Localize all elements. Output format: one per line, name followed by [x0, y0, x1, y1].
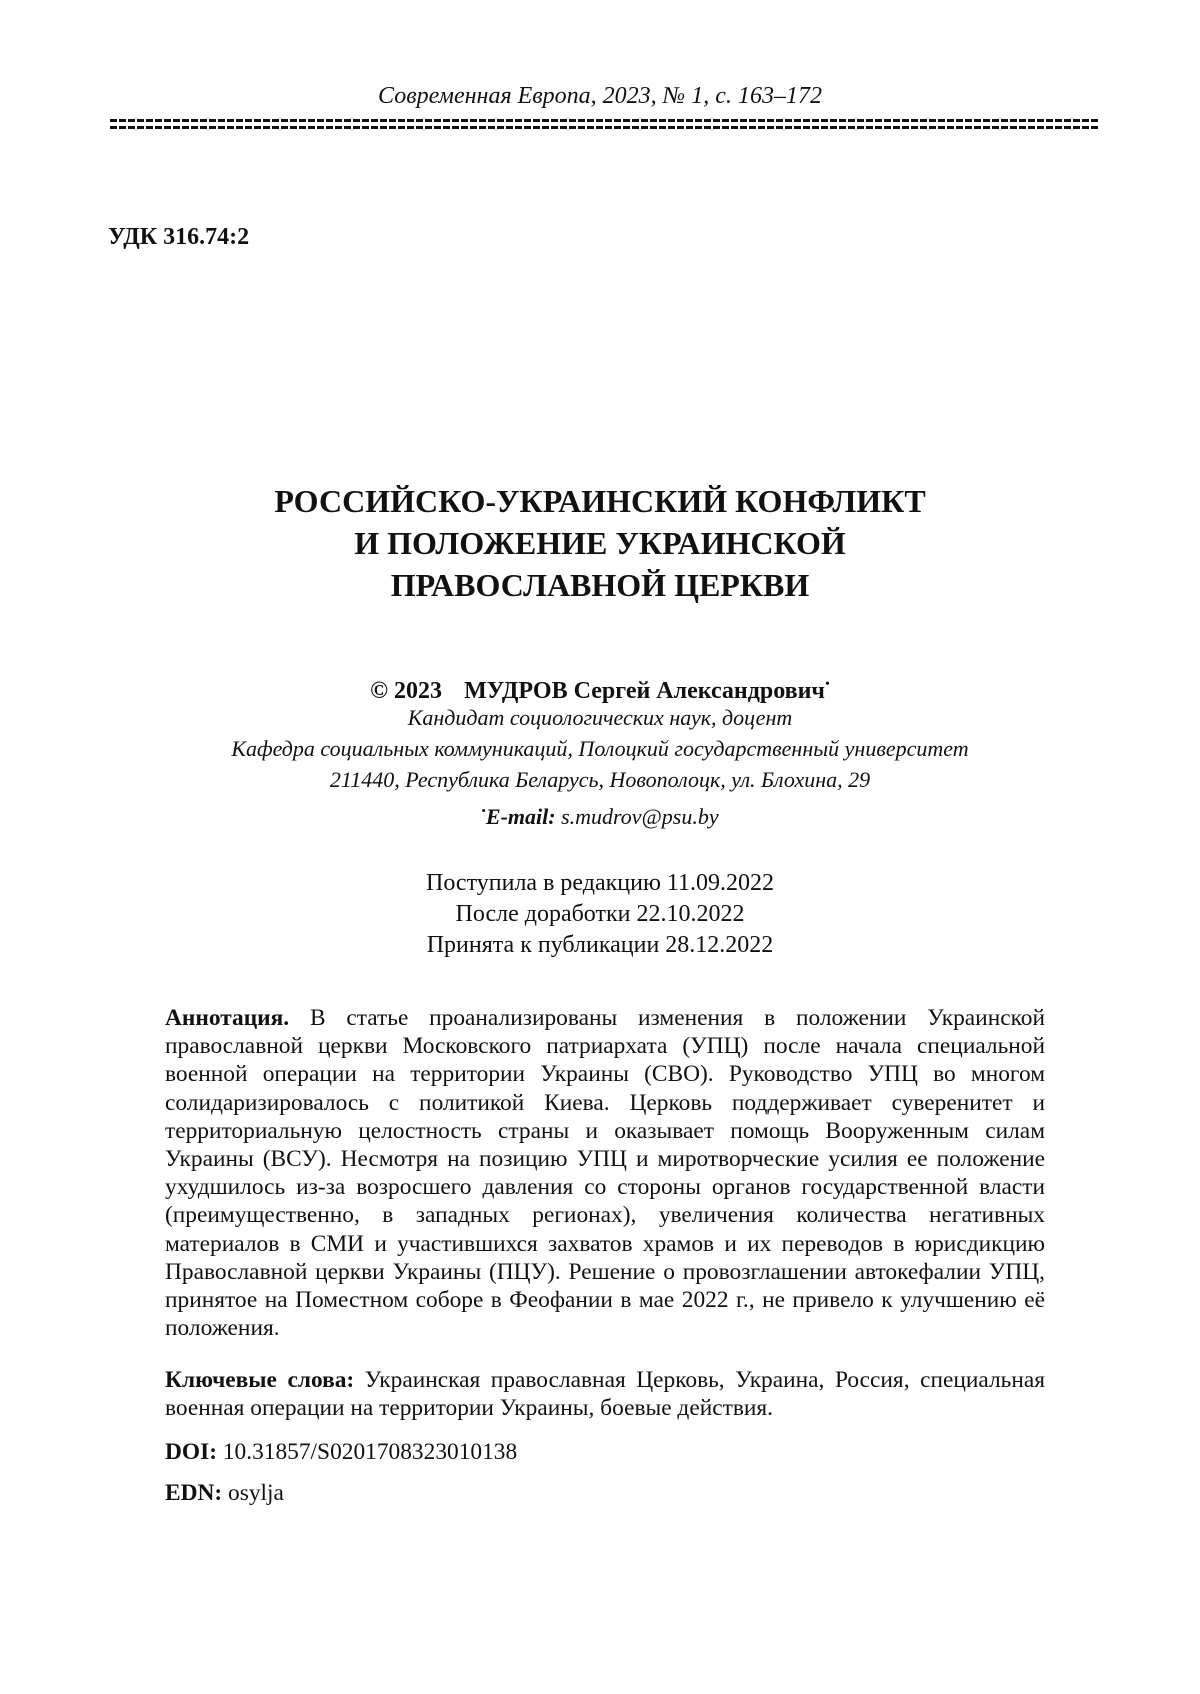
doi-label: DOI: — [165, 1439, 217, 1465]
doi-value[interactable]: 10.31857/S0201708323010138 — [222, 1439, 518, 1465]
date-revised: После доработки 22.10.2022 — [455, 901, 745, 927]
udc-code: УДК 316.74:2 — [108, 224, 250, 250]
keywords-label: Ключевые слова: — [165, 1367, 355, 1393]
header-rule — [110, 118, 1100, 132]
author-email-line — [0, 795, 1200, 832]
author-address: 211440, Республика Беларусь, Новополоцк, ул. Блохина, 29 — [329, 767, 871, 792]
copyright-year: © 2023 — [370, 678, 443, 704]
running-head: Современная Европа, 2023, № 1, с. 163–172 — [378, 83, 822, 109]
title-line: И ПОЛОЖЕНИЕ УКРАИНСКОЙ — [354, 525, 846, 561]
submission-dates — [0, 868, 1200, 961]
keywords-text: Украинская православная Церковь, Украина, Россия, специальная военная операции на территории Украины, боевые действия. — [165, 1367, 1045, 1422]
keywords — [165, 1366, 1045, 1422]
author-degree: Кандидат социологических наук, доцент — [407, 705, 793, 730]
abstract — [165, 1004, 1045, 1342]
footnote-mark: • — [824, 677, 830, 692]
edn — [165, 1479, 1045, 1507]
edn-value: osylja — [228, 1480, 284, 1506]
doi — [165, 1438, 1045, 1466]
article-title — [0, 480, 1200, 606]
title-line: РОССИЙСКО-УКРАИНСКИЙ КОНФЛИКТ — [274, 483, 926, 519]
title-line: ПРАВОСЛАВНОЙ ЦЕРКВИ — [390, 567, 810, 603]
email-footnote-mark: • — [481, 803, 486, 818]
author-department: Кафедра социальных коммуникаций, Полоцкий государственный университет — [231, 736, 969, 761]
edn-label: EDN: — [165, 1480, 223, 1506]
date-accepted: Принята к публикации 28.12.2022 — [426, 932, 774, 958]
abstract-text: В статье проанализированы изменения в положении Украинской православной церкви Московского патриархата (УПЦ) после начала специальной военной операции на территории Украины (СВО). Руководство УПЦ во многом солидаризировалось с политикой Киева. Церковь поддерживает суверенитет и территориальную целостность страны и оказывает помощь Вооруженным силам Украины (ВСУ). Несмотря на позицию УПЦ и миротворческие усилия ее положение ухудшилось из-за возросшего давления со стороны органов государственной власти (преимущественно, в западных регионах), увеличения количества негативных материалов в СМИ и участившихся захватов храмов и их переводов в юрисдикцию Православной церкви Украины (ПЦУ). Решение о провозглашении автокефалии УПЦ, принятое на Поместном соборе в Феофании в мае 2022 г., не привело к улучшению её положения. — [165, 1005, 1045, 1342]
email-label: E-mail: — [485, 804, 556, 829]
email-address[interactable]: s.mudrov@psu.by — [561, 804, 719, 829]
abstract-label: Аннотация. — [165, 1005, 290, 1031]
date-received: Поступила в редакцию 11.09.2022 — [426, 870, 774, 896]
author-name: МУДРОВ Сергей Александрович — [464, 678, 825, 704]
